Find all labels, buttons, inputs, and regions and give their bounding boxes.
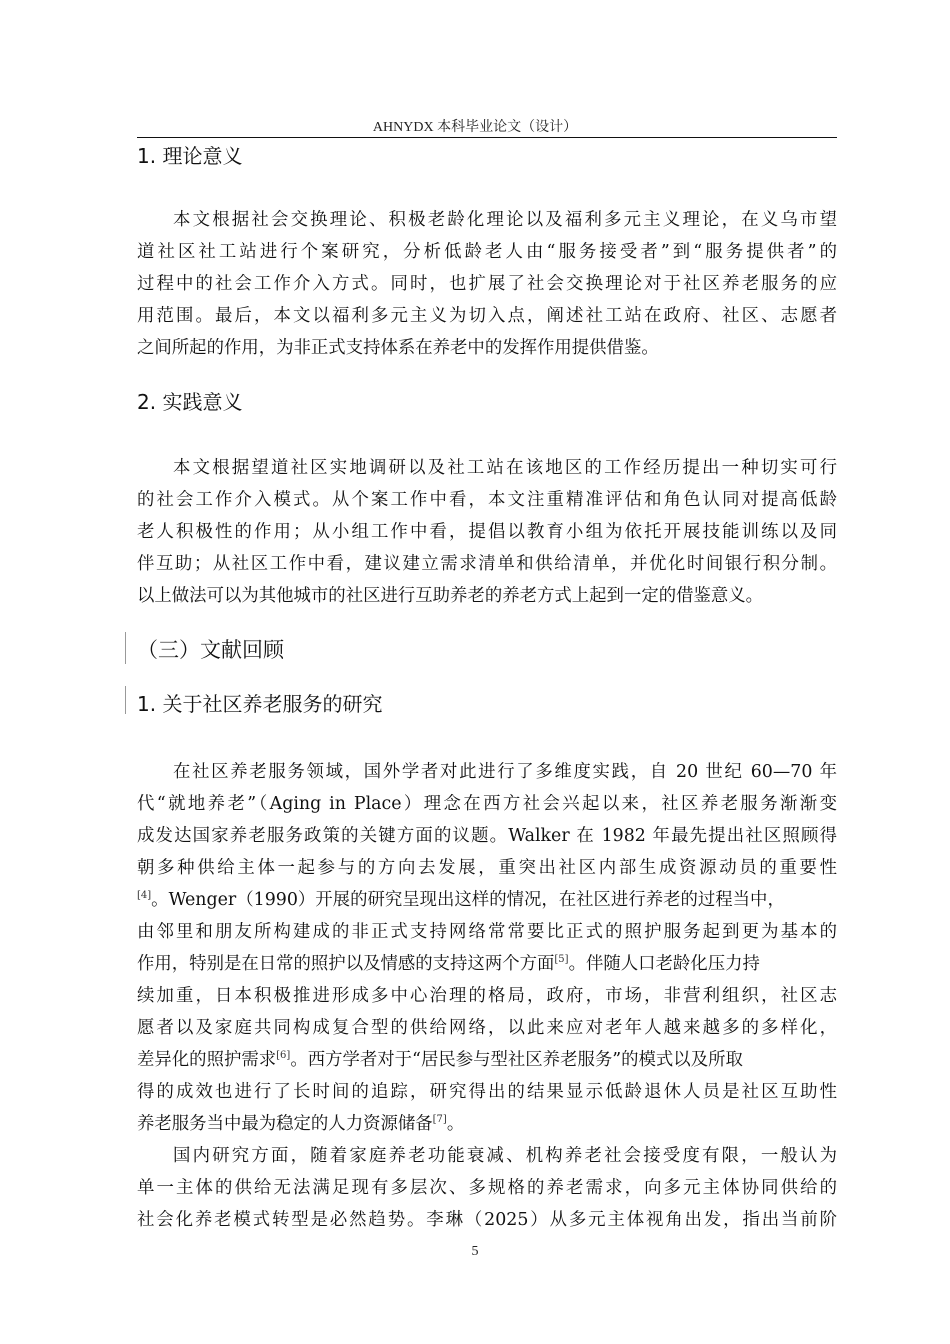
heading-community-care-research: 1. 关于社区养老服务的研究 (137, 692, 383, 716)
line-text: 差异化的照护需求 (137, 1050, 277, 1070)
paragraph-line: 愿者以及家庭共同构成复合型的供给网络，以此来应对老年人越来越多的多样化， (137, 1018, 837, 1038)
paragraph-line: 本文根据望道社区实地调研以及社工站在该地区的工作经历提出一种切实可行 (173, 458, 837, 478)
paragraph-line (137, 1108, 837, 1140)
line-text: 。Wenger（1990）开展的研究呈现出这样的情况，在社区进行养老的过程当中， (151, 890, 785, 910)
paragraph-line (137, 948, 837, 980)
paragraph-line: 伴互助；从社区工作中看，建议建立需求清单和供给清单，并优化时间银行积分制。 (137, 554, 837, 574)
paragraph-line: 过程中的社会工作介入方式。同时，也扩展了社会交换理论对于社区养老服务的应 (137, 274, 837, 294)
paragraph-line: 的社会工作介入模式。从个案工作中看，本文注重精准评估和角色认同对提高低龄 (137, 490, 837, 510)
section-marker (125, 686, 126, 714)
heading-theory-significance: 1. 理论意义 (137, 144, 243, 168)
paragraph-domestic-research (137, 1140, 837, 1236)
citation-ref[interactable]: [6] (276, 1050, 291, 1062)
paragraph-line: 代“就地养老”（Aging in Place）理念在西方社会兴起以来，社区养老服务渐渐变 (137, 794, 837, 814)
paragraph-line: 社会化养老模式转型是必然趋势。李琳（2025）从多元主体视角出发，指出当前阶 (137, 1210, 837, 1230)
page-header: AHNYDX 本科毕业论文（设计） (372, 120, 578, 135)
paragraph-line: 成发达国家养老服务政策的关键方面的议题。Walker 在 1982 年最先提出社区照顾得 (137, 826, 837, 846)
paragraph-practice (137, 452, 837, 612)
paragraph-line: 朝多种供给主体一起参与的方向去发展，重突出社区内部生成资源动员的重要性 (137, 858, 837, 878)
paragraph-line: 之间所起的作用，为非正式支持体系在养老中的发挥作用提供借鉴。 (137, 338, 659, 358)
line-text: 。 (446, 1114, 465, 1134)
citation-ref[interactable]: [7] (432, 1114, 447, 1126)
citation-ref[interactable]: [5] (554, 954, 569, 966)
paragraph-line: 由邻里和朋友所构建成的非正式支持网络常常要比正式的照护服务起到更为基本的 (137, 922, 837, 942)
paragraph-line: 续加重，日本积极推进形成多中心治理的格局，政府，市场，非营利组织，社区志 (137, 986, 837, 1006)
paragraph-line: 道社区社工站进行个案研究，分析低龄老人由“服务接受者”到“服务提供者”的 (137, 242, 837, 262)
paragraph-line: 得的成效也进行了长时间的追踪，研究得出的结果显示低龄退休人员是社区互助性 (137, 1082, 837, 1102)
line-text: 养老服务当中最为稳定的人力资源储备 (137, 1114, 433, 1134)
paragraph-line: 用范围。最后，本文以福利多元主义为切入点，阐述社工站在政府、社区、志愿者 (137, 306, 837, 326)
paragraph-line: 国内研究方面，随着家庭养老功能衰减、机构养老社会接受度有限，一般认为 (173, 1146, 837, 1166)
page-number: 5 (471, 1244, 479, 1259)
paragraph-theory (137, 204, 837, 364)
line-text: 。西方学者对于“居民参与型社区养老服务”的模式以及所取 (290, 1050, 743, 1070)
line-text: 。伴随人口老龄化压力持 (568, 954, 760, 974)
paragraph-foreign-research (137, 756, 837, 1140)
header-rule (137, 137, 837, 138)
paragraph-line: 以上做法可以为其他城市的社区进行互助养老的养老方式上起到一定的借鉴意义。 (137, 586, 764, 606)
citation-ref[interactable]: [4] (137, 890, 152, 902)
paragraph-line (137, 1044, 837, 1076)
paragraph-line (137, 884, 837, 916)
heading-literature-review: （三）文献回顾 (137, 638, 284, 662)
paragraph-line: 单一主体的供给无法满足现有多层次、多规格的养老需求，向多元主体协同供给的 (137, 1178, 837, 1198)
paragraph-line: 本文根据社会交换理论、积极老龄化理论以及福利多元主义理论，在义乌市望 (173, 210, 837, 230)
paragraph-line: 老人积极性的作用；从小组工作中看，提倡以教育小组为依托开展技能训练以及同 (137, 522, 837, 542)
line-text: 作用，特别是在日常的照护以及情感的支持这两个方面 (137, 954, 555, 974)
paragraph-line: 在社区养老服务领域，国外学者对此进行了多维度实践，自 20 世纪 60—70 年 (173, 762, 837, 782)
heading-practice-significance: 2. 实践意义 (137, 390, 243, 414)
section-marker (125, 632, 126, 664)
